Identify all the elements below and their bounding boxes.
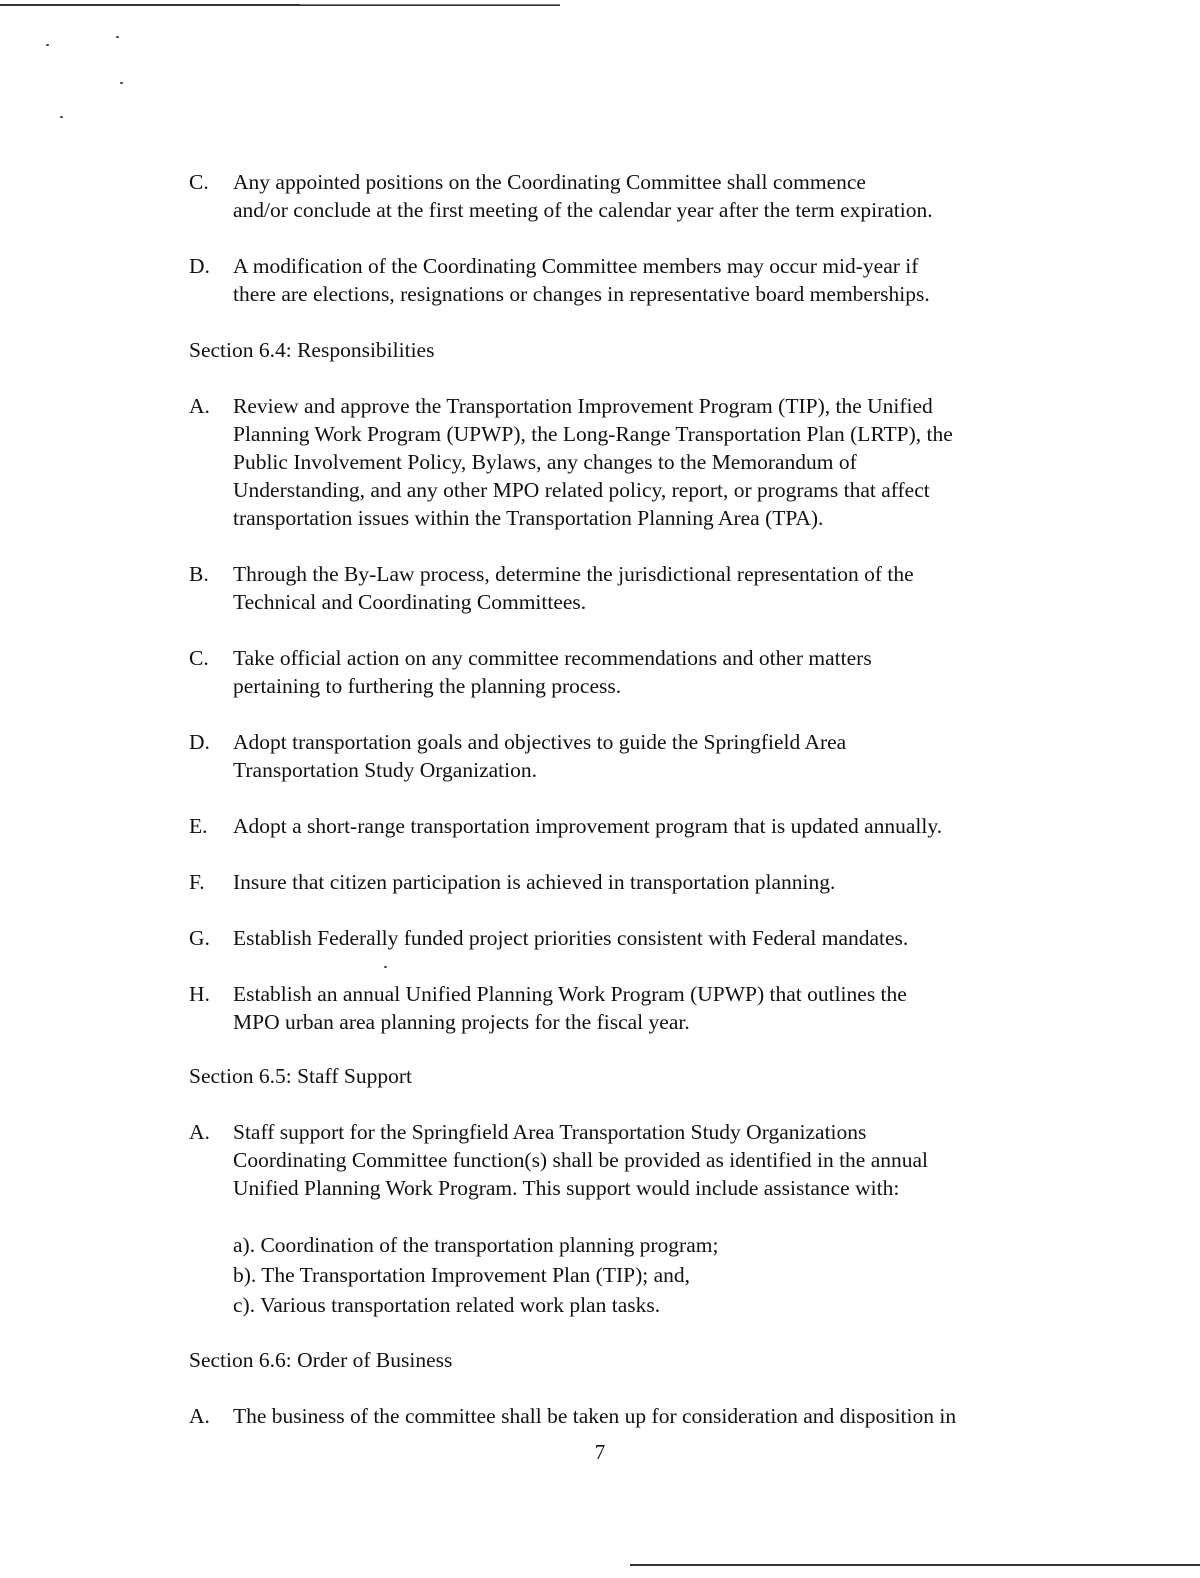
scan-speck — [60, 116, 63, 118]
item-letter: A. — [189, 1120, 210, 1144]
page-number: 7 — [594, 1440, 606, 1464]
item-letter: B. — [189, 562, 209, 586]
item-text: Staff support for the Springfield Area Transportation Study Organizations Coordinating Committee function(s) shall be provided as identified in the annual Unified Planning Work Program. This support would include assistance with: — [233, 1120, 929, 1200]
list-item — [189, 812, 1049, 840]
item-text: Through the By-Law process, determine the jurisdictional representation of the Technical and Coordinating Committees. — [233, 562, 914, 614]
item-text: Adopt a short-range transportation improvement program that is updated annually. — [233, 814, 943, 838]
scan-speck — [46, 44, 49, 46]
document-body — [189, 168, 1049, 1430]
sublist — [233, 1230, 1049, 1320]
scan-speck — [116, 36, 119, 38]
item-letter: F. — [189, 870, 205, 894]
list-item — [189, 392, 1049, 532]
item-letter: H. — [189, 982, 210, 1006]
scan-artifact-bottom-line — [630, 1564, 1200, 1566]
list-item-d — [189, 252, 1049, 308]
list-item — [189, 560, 1049, 616]
item-text: Adopt transportation goals and objectives to guide the Springfield Area Transportation Study Organization. — [233, 730, 847, 782]
sublist-item: c). Various transportation related work plan tasks. — [233, 1293, 661, 1317]
item-text: Establish Federally funded project priorities consistent with Federal mandates. — [233, 926, 909, 950]
list-item — [189, 644, 1049, 700]
sublist-item: b). The Transportation Improvement Plan (TIP); and, — [233, 1263, 691, 1287]
list-item — [189, 1402, 1049, 1430]
section-heading-6-5: Section 6.5: Staff Support — [189, 1064, 412, 1088]
sublist-item: a). Coordination of the transportation planning program; — [233, 1233, 719, 1257]
item-letter: G. — [189, 926, 210, 950]
item-letter: C. — [189, 170, 209, 194]
item-letter: A. — [189, 1404, 210, 1428]
list-item — [189, 980, 1049, 1036]
list-item — [189, 924, 1049, 952]
scan-speck — [120, 82, 123, 84]
section-heading-6-6: Section 6.6: Order of Business — [189, 1348, 453, 1372]
item-text: A modification of the Coordinating Committee members may occur mid-year if there are elections, resignations or changes in representative board memberships. — [233, 254, 930, 306]
item-text: Establish an annual Unified Planning Work Program (UPWP) that outlines the MPO urban area planning projects for the fiscal year. — [233, 982, 907, 1034]
list-item — [189, 868, 1049, 896]
item-letter: A. — [189, 394, 210, 418]
item-text: Review and approve the Transportation Improvement Program (TIP), the Unified Planning Work Program (UPWP), the Long-Range Transportation Plan (LRTP), the Public Involvement Policy, Bylaws, any changes to the Memorandum of Understanding, and any other MPO related policy, report, or programs that affect transportation issues within the Transportation Planning Area (TPA). — [233, 394, 953, 530]
item-text: Any appointed positions on the Coordinating Committee shall commence and/or conclude at the first meeting of the calendar year after the term expiration. — [233, 170, 933, 222]
item-text: The business of the committee shall be taken up for consideration and disposition in — [233, 1404, 957, 1428]
item-text: Take official action on any committee recommendations and other matters pertaining to furthering the planning process. — [233, 646, 872, 698]
list-item — [189, 1118, 1049, 1202]
item-letter: C. — [189, 646, 209, 670]
list-item — [189, 728, 1049, 784]
item-letter: E. — [189, 814, 208, 838]
scan-artifact-top-line-faint — [300, 4, 560, 5]
item-text: Insure that citizen participation is achieved in transportation planning. — [233, 870, 836, 894]
section-heading-6-4: Section 6.4: Responsibilities — [189, 338, 435, 362]
item-letter: D. — [189, 254, 210, 278]
item-letter: D. — [189, 730, 210, 754]
list-item-c — [189, 168, 1049, 224]
